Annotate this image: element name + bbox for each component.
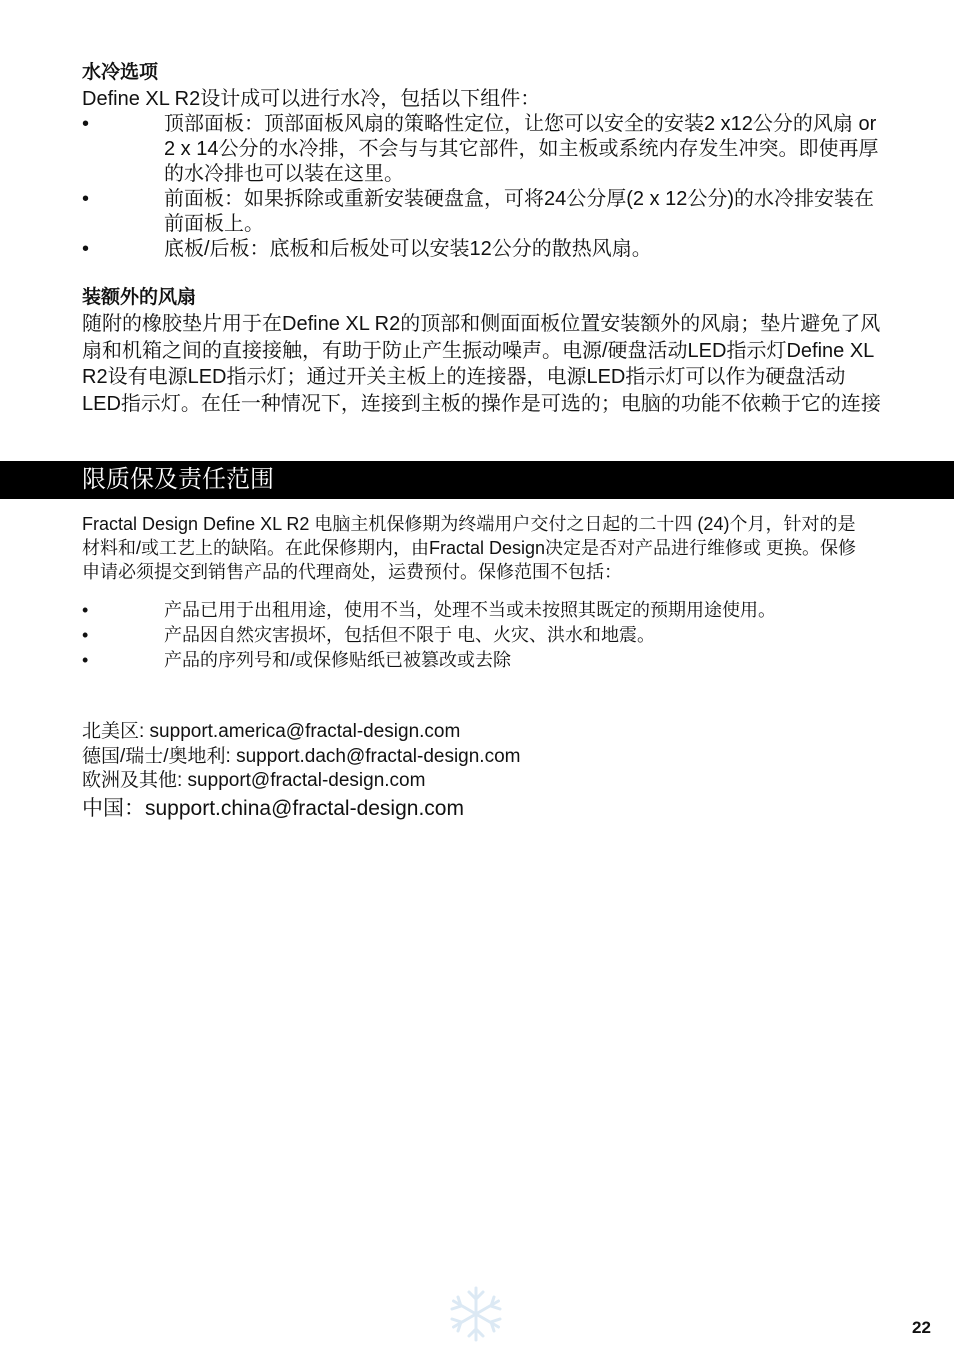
support-contacts: [82, 720, 782, 824]
water-cooling-heading: 水冷选项: [82, 62, 159, 83]
bullet-glyph: •: [82, 650, 89, 670]
list-item: [82, 237, 882, 262]
list-item: [82, 598, 872, 623]
contact-europe[interactable]: 欧洲及其他: support@fractal-design.com: [82, 770, 426, 791]
water-cooling-intro: Define XL R2设计成可以进行水冷，包括以下组件：: [82, 88, 541, 110]
bullet-glyph: •: [82, 188, 90, 210]
warranty-banner: [0, 461, 954, 499]
bullet-glyph: •: [82, 113, 90, 135]
bullet-glyph: •: [82, 625, 89, 645]
contact-china[interactable]: 中国：support.china@fractal-design.com: [82, 796, 464, 820]
warranty-title: 限质保及责任范围: [82, 466, 274, 493]
warranty-body: Fractal Design Define XL R2 电脑主机保修期为终端用户交付之日起的二十四 (24)个月，针对的是材料和/或工艺上的缺陷。在此保修期内，由Fractal Design决定是否对产品进行维修或 更换。保修申请必须提交到销售产品的代理商处，运费预付。保修范围不包括：: [82, 514, 857, 582]
bullet-glyph: •: [82, 238, 90, 260]
list-item-text: 产品因自然灾害损坏，包括但不限于 电、火灾、洪水和地震。: [164, 625, 655, 645]
warranty-exclusions-list: [82, 598, 872, 673]
list-item: [82, 648, 872, 673]
page-number: 22: [912, 1318, 931, 1337]
bullet-glyph: •: [82, 600, 89, 620]
list-item: [82, 623, 872, 648]
water-cooling-section: [82, 60, 882, 417]
extra-fans-body: 随附的橡胶垫片用于在Define XL R2的顶部和侧面面板位置安装额外的风扇；垫片避免了风扇和机箱之间的直接接触，有助于防止产生振动噪声。电源/硬盘活动LED指示灯Define XL R2设有电源LED指示灯；通过开关主板上的连接器，电源LED指示灯可以作为硬盘活动LED指示灯。在任一种情况下，连接到主板的操作是可选的；电脑的功能不依赖于它的连接: [82, 313, 881, 415]
list-item: [82, 112, 882, 187]
list-item-text: 产品已用于出租用途，使用不当，处理不当或未按照其既定的预期用途使用。: [164, 600, 776, 620]
list-item: [82, 187, 882, 237]
warranty-section: [82, 512, 872, 673]
snowflake-icon: [446, 1284, 506, 1344]
list-item-text: 顶部面板：顶部面板风扇的策略性定位，让您可以安全的安装2 x12公分的风扇 or 2 x 14公分的水冷排，不会与与其它部件，如主板或系统内存发生冲突。即使再厚的水冷排也可以装在这里。: [164, 113, 879, 185]
contact-north-america[interactable]: 北美区: support.america@fractal-design.com: [82, 721, 461, 742]
list-item-text: 前面板：如果拆除或重新安装硬盘盒，可将24公分厚(2 x 12公分)的水冷排安装在前面板上。: [164, 188, 875, 235]
list-item-text: 底板/后板：底板和后板处可以安装12公分的散热风扇。: [164, 238, 652, 260]
water-cooling-list: [82, 112, 882, 262]
extra-fans-heading: 装额外的风扇: [82, 287, 197, 308]
list-item-text: 产品的序列号和/或保修贴纸已被篡改或去除: [164, 650, 511, 670]
contact-dach[interactable]: 德国/瑞士/奥地利: support.dach@fractal-design.com: [82, 745, 521, 767]
